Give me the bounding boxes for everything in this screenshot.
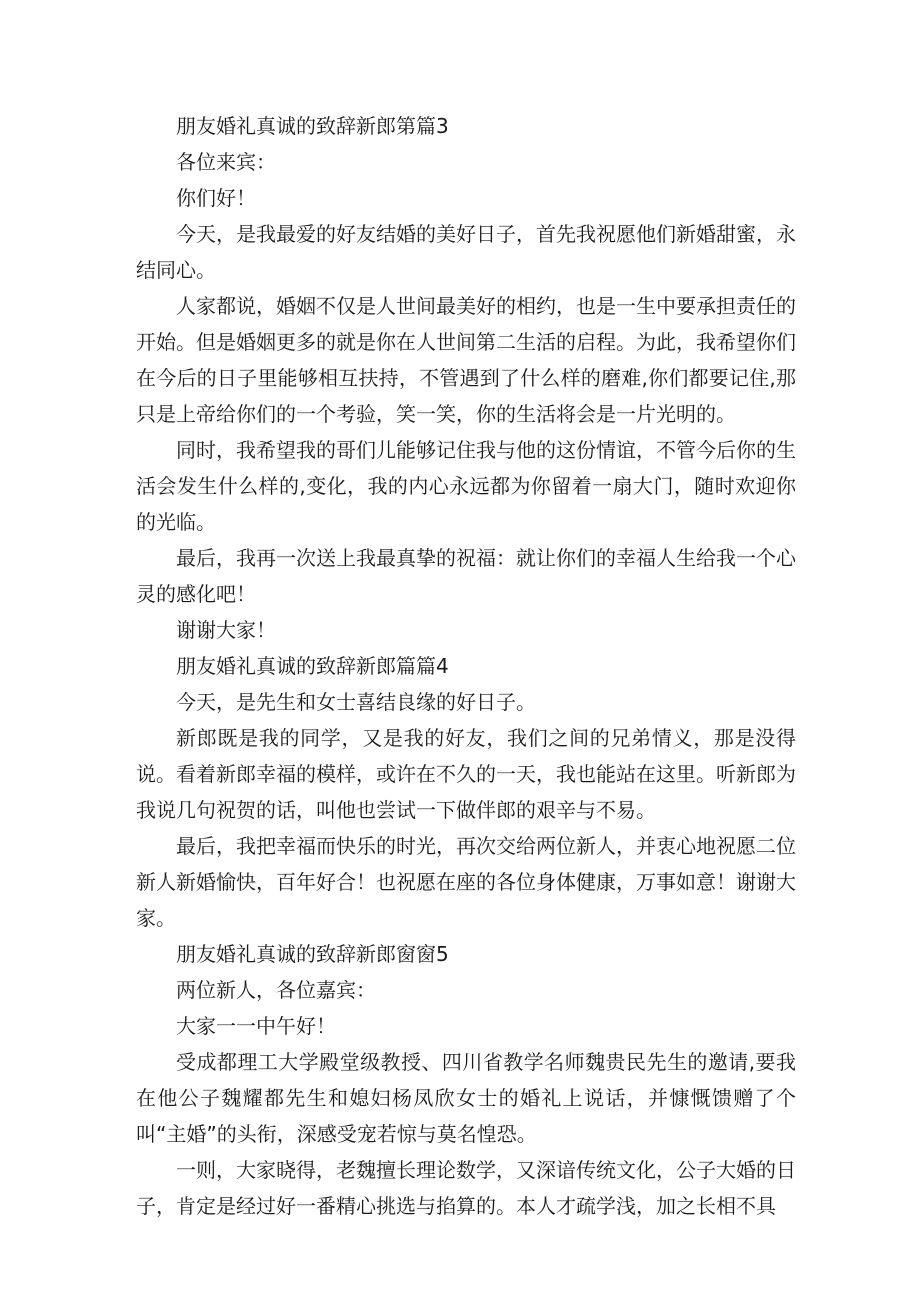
paragraph: 谢谢大家！ <box>176 618 276 642</box>
paragraph: 今天，是先生和女士喜结良缘的好日子。 <box>176 690 536 714</box>
paragraph: 你们好！ <box>176 186 256 210</box>
paragraph: 同时，我希望我的哥们儿能够记住我与他的这份情谊，不管今后你的生活会发生什么样的,变化，我的内心永远都为你留着一扇大门，随时欢迎你的光临。 <box>136 438 796 534</box>
heading-speech-5: 朋友婚礼真诚的致辞新郎窗窗5 <box>176 942 449 966</box>
paragraph: 今天，是我最爱的好友结婚的美好日子，首先我祝愿他们新婚甜蜜，永结同心。 <box>136 222 796 282</box>
paragraph: 各位来宾： <box>176 150 276 174</box>
paragraph: 最后，我把幸福而快乐的时光，再次交给两位新人，并衷心地祝愿二位新人新婚愉快，百年好合！也祝愿在座的各位身体健康，万事如意！谢谢大家。 <box>136 834 796 930</box>
paragraph: 最后，我再一次送上我最真挚的祝福：就让你们的幸福人生给我一个心灵的感化吧！ <box>136 546 796 606</box>
document-body <box>136 108 796 1224</box>
paragraph: 一则，大家晓得，老魏擅长理论数学，又深谙传统文化，公子大婚的日子，肯定是经过好一番精心挑选与掐算的。本人才疏学浅，加之长相不具 <box>136 1158 796 1218</box>
heading-speech-4: 朋友婚礼真诚的致辞新郎篇篇4 <box>176 654 449 678</box>
paragraph: 大家一一中午好！ <box>176 1014 336 1038</box>
heading-speech-3: 朋友婚礼真诚的致辞新郎第篇3 <box>176 114 449 138</box>
paragraph: 受成都理工大学殿堂级教授、四川省教学名师魏贵民先生的邀请,要我在他公子魏耀都先生和媳妇杨凤欣女士的婚礼上说话，并慷慨馈赠了个叫“主婚”的头衔，深感受宠若惊与莫名惶恐。 <box>136 1050 796 1146</box>
paragraph: 新郎既是我的同学，又是我的好友，我们之间的兄弟情义，那是没得说。看着新郎幸福的模样，或许在不久的一天，我也能站在这里。听新郎为我说几句祝贺的话，叫他也尝试一下做伴郎的艰辛与不易。 <box>136 726 796 822</box>
paragraph: 两位新人，各位嘉宾： <box>176 978 376 1002</box>
paragraph: 人家都说，婚姻不仅是人世间最美好的相约，也是一生中要承担责任的开始。但是婚姻更多的就是你在人世间第二生活的启程。为此，我希望你们在今后的日子里能够相互扶持，不管遇到了什么样的磨难,你们都要记住,那只是上帝给你们的一个考验，笑一笑，你的生活将会是一片光明的。 <box>136 294 796 426</box>
